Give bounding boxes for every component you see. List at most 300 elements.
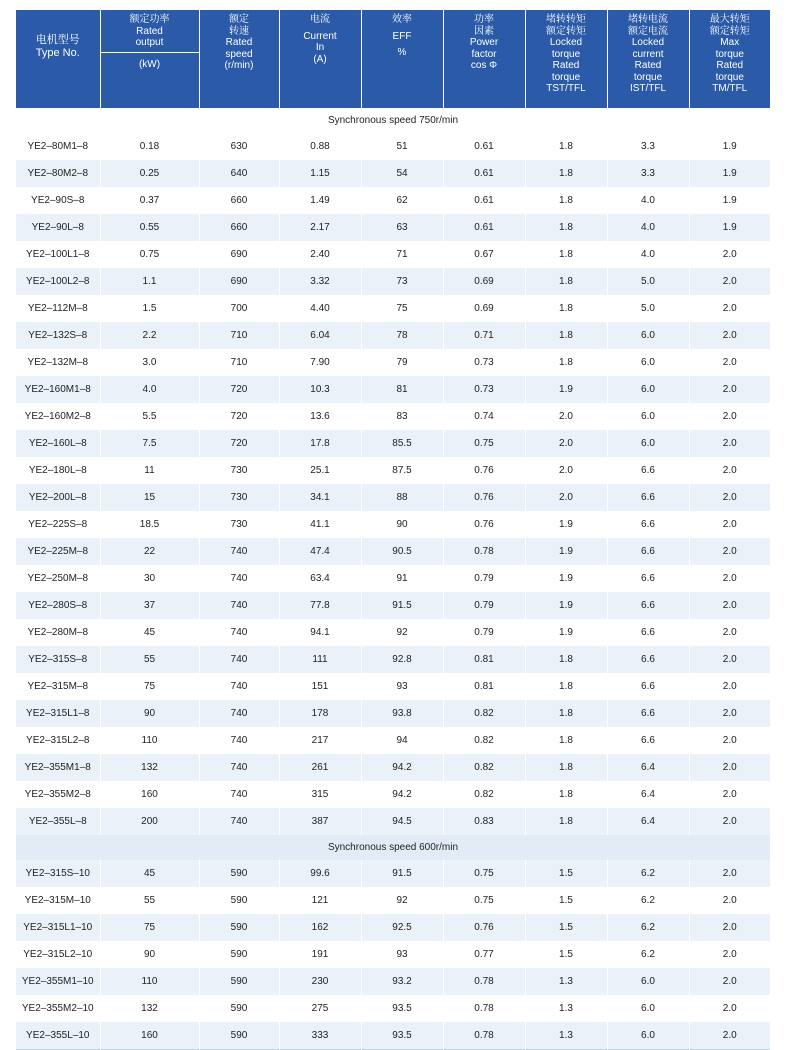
cell-power-factor: 0.61 [443,133,525,160]
cell-current: 2.40 [279,241,361,268]
cell-type-no: YE2–280S–8 [16,592,100,619]
cell-locked-torque: 1.9 [525,538,607,565]
table-row [16,754,770,781]
cell-type-no: YE2–160L–8 [16,430,100,457]
cell-efficiency: 92 [361,619,443,646]
cell-rated-speed: 740 [199,808,279,835]
cell-efficiency: 93.5 [361,995,443,1022]
cell-current: 387 [279,808,361,835]
cell-max-torque: 1.9 [689,133,770,160]
cell-locked-current: 5.0 [607,295,689,322]
cell-rated-speed: 590 [199,860,279,887]
cell-power-factor: 0.82 [443,727,525,754]
cell-efficiency: 94.2 [361,781,443,808]
cell-rated-speed: 740 [199,619,279,646]
cell-locked-torque: 1.8 [525,700,607,727]
cell-max-torque: 2.0 [689,860,770,887]
cell-current: 261 [279,754,361,781]
cell-efficiency: 91.5 [361,860,443,887]
cell-current: 0.88 [279,133,361,160]
cell-type-no: YE2–100L2–8 [16,268,100,295]
cell-locked-torque: 1.8 [525,268,607,295]
cell-efficiency: 63 [361,214,443,241]
cell-power-factor: 0.81 [443,646,525,673]
table-row [16,538,770,565]
cell-efficiency: 62 [361,187,443,214]
cell-current: 1.15 [279,160,361,187]
cell-power-factor: 0.73 [443,349,525,376]
cell-rated-speed: 590 [199,968,279,995]
cell-rated-speed: 740 [199,646,279,673]
cell-power-factor: 0.61 [443,214,525,241]
table-row [16,160,770,187]
cell-max-torque: 2.0 [689,808,770,835]
cell-locked-current: 6.0 [607,968,689,995]
cell-rated-output: 160 [100,781,199,808]
cell-locked-torque: 1.8 [525,781,607,808]
cell-current: 1.49 [279,187,361,214]
cell-rated-output: 4.0 [100,376,199,403]
cell-current: 17.8 [279,430,361,457]
cell-locked-current: 6.0 [607,430,689,457]
cell-rated-output: 11 [100,457,199,484]
cell-type-no: YE2–100L1–8 [16,241,100,268]
cell-locked-torque: 2.0 [525,430,607,457]
cell-current: 333 [279,1022,361,1050]
cell-current: 6.04 [279,322,361,349]
cell-type-no: YE2–315M–10 [16,887,100,914]
cell-type-no: YE2–315L1–10 [16,914,100,941]
cell-power-factor: 0.74 [443,403,525,430]
cell-locked-torque: 1.9 [525,511,607,538]
cell-current: 47.4 [279,538,361,565]
cell-locked-current: 6.6 [607,673,689,700]
cell-max-torque: 2.0 [689,968,770,995]
cell-rated-speed: 720 [199,430,279,457]
table-row [16,322,770,349]
cell-rated-speed: 730 [199,457,279,484]
cell-rated-speed: 590 [199,887,279,914]
cell-max-torque: 2.0 [689,995,770,1022]
cell-max-torque: 2.0 [689,1022,770,1050]
cell-max-torque: 2.0 [689,727,770,754]
cell-efficiency: 87.5 [361,457,443,484]
cell-locked-torque: 1.9 [525,592,607,619]
cell-rated-output: 37 [100,592,199,619]
cell-current: 151 [279,673,361,700]
cell-max-torque: 1.9 [689,187,770,214]
cell-type-no: YE2–200L–8 [16,484,100,511]
cell-rated-speed: 660 [199,214,279,241]
cell-rated-output: 132 [100,754,199,781]
cell-locked-torque: 1.8 [525,241,607,268]
cell-power-factor: 0.75 [443,887,525,914]
cell-locked-current: 6.6 [607,484,689,511]
table-row [16,995,770,1022]
cell-max-torque: 2.0 [689,592,770,619]
cell-rated-output: 55 [100,646,199,673]
cell-power-factor: 0.78 [443,968,525,995]
cell-locked-torque: 1.3 [525,1022,607,1050]
cell-type-no: YE2–355M2–10 [16,995,100,1022]
cell-power-factor: 0.83 [443,808,525,835]
cell-locked-torque: 1.8 [525,673,607,700]
cell-efficiency: 92.5 [361,914,443,941]
cell-current: 275 [279,995,361,1022]
header-locked-torque: 堵转转矩 额定转矩 Locked torque Rated torque TST/TFL [525,10,607,108]
cell-current: 111 [279,646,361,673]
cell-rated-output: 90 [100,941,199,968]
cell-efficiency: 91.5 [361,592,443,619]
header-type-no: 电机型号 Type No. [16,10,100,108]
cell-max-torque: 2.0 [689,268,770,295]
cell-locked-current: 6.6 [607,538,689,565]
cell-rated-speed: 700 [199,295,279,322]
cell-current: 25.1 [279,457,361,484]
cell-rated-speed: 690 [199,241,279,268]
cell-rated-output: 0.37 [100,187,199,214]
cell-type-no: YE2–315S–10 [16,860,100,887]
cell-max-torque: 2.0 [689,673,770,700]
cell-max-torque: 1.9 [689,214,770,241]
table-row [16,646,770,673]
cell-locked-current: 6.6 [607,457,689,484]
cell-current: 94.1 [279,619,361,646]
table-row [16,808,770,835]
cell-current: 99.6 [279,860,361,887]
header-efficiency: 效率 EFF % [361,10,443,108]
cell-locked-current: 6.6 [607,619,689,646]
cell-efficiency: 94.2 [361,754,443,781]
cell-rated-output: 45 [100,860,199,887]
cell-rated-speed: 590 [199,941,279,968]
cell-power-factor: 0.82 [443,754,525,781]
cell-type-no: YE2–90S–8 [16,187,100,214]
cell-max-torque: 2.0 [689,430,770,457]
cell-power-factor: 0.75 [443,430,525,457]
cell-efficiency: 91 [361,565,443,592]
cell-locked-current: 6.0 [607,376,689,403]
cell-efficiency: 78 [361,322,443,349]
table-row [16,241,770,268]
cell-locked-current: 6.6 [607,511,689,538]
cell-max-torque: 2.0 [689,646,770,673]
cell-locked-torque: 1.8 [525,754,607,781]
cell-rated-speed: 720 [199,403,279,430]
cell-current: 41.1 [279,511,361,538]
cell-rated-speed: 720 [199,376,279,403]
cell-max-torque: 2.0 [689,349,770,376]
cell-type-no: YE2–355M1–10 [16,968,100,995]
cell-max-torque: 2.0 [689,941,770,968]
section-title: Synchronous speed 750r/min [16,108,770,133]
cell-type-no: YE2–355M1–8 [16,754,100,781]
cell-rated-output: 22 [100,538,199,565]
cell-efficiency: 75 [361,295,443,322]
cell-efficiency: 71 [361,241,443,268]
cell-power-factor: 0.73 [443,376,525,403]
cell-current: 191 [279,941,361,968]
cell-locked-current: 5.0 [607,268,689,295]
cell-power-factor: 0.76 [443,511,525,538]
cell-efficiency: 81 [361,376,443,403]
motor-spec-table [16,10,770,1050]
table-row [16,941,770,968]
cell-current: 13.6 [279,403,361,430]
cell-rated-speed: 690 [199,268,279,295]
cell-type-no: YE2–315L1–8 [16,700,100,727]
cell-rated-speed: 710 [199,322,279,349]
header-rated-output: 额定功率 Rated output (kW) [100,10,199,108]
cell-power-factor: 0.77 [443,941,525,968]
cell-max-torque: 1.9 [689,160,770,187]
cell-locked-current: 6.0 [607,1022,689,1050]
cell-max-torque: 2.0 [689,781,770,808]
cell-locked-current: 6.6 [607,700,689,727]
cell-efficiency: 93.2 [361,968,443,995]
cell-max-torque: 2.0 [689,295,770,322]
cell-rated-output: 30 [100,565,199,592]
cell-locked-torque: 1.9 [525,376,607,403]
cell-locked-current: 4.0 [607,214,689,241]
cell-power-factor: 0.61 [443,187,525,214]
table-row [16,268,770,295]
cell-rated-output: 3.0 [100,349,199,376]
header-rated-speed: 额定 转速 Rated speed (r/min) [199,10,279,108]
cell-rated-speed: 630 [199,133,279,160]
cell-locked-torque: 2.0 [525,403,607,430]
cell-locked-torque: 1.5 [525,914,607,941]
cell-locked-current: 6.2 [607,887,689,914]
cell-locked-current: 4.0 [607,187,689,214]
cell-rated-output: 90 [100,700,199,727]
cell-current: 4.40 [279,295,361,322]
cell-rated-output: 110 [100,727,199,754]
cell-type-no: YE2–80M2–8 [16,160,100,187]
cell-rated-speed: 740 [199,565,279,592]
cell-type-no: YE2–180L–8 [16,457,100,484]
table-row [16,700,770,727]
cell-locked-current: 6.0 [607,995,689,1022]
cell-locked-torque: 1.8 [525,187,607,214]
cell-max-torque: 2.0 [689,619,770,646]
table-row [16,133,770,160]
table-row [16,349,770,376]
cell-locked-torque: 1.8 [525,727,607,754]
table-row [16,403,770,430]
cell-type-no: YE2–315L2–10 [16,941,100,968]
cell-max-torque: 2.0 [689,538,770,565]
cell-rated-speed: 740 [199,727,279,754]
cell-locked-current: 6.6 [607,565,689,592]
cell-locked-torque: 1.8 [525,322,607,349]
header-current: 电流 Current In (A) [279,10,361,108]
cell-current: 34.1 [279,484,361,511]
table-row [16,619,770,646]
cell-type-no: YE2–355L–10 [16,1022,100,1050]
cell-power-factor: 0.78 [443,538,525,565]
cell-efficiency: 93 [361,941,443,968]
cell-max-torque: 2.0 [689,376,770,403]
cell-type-no: YE2–160M2–8 [16,403,100,430]
cell-locked-torque: 1.5 [525,941,607,968]
cell-locked-current: 6.4 [607,781,689,808]
cell-locked-torque: 1.8 [525,349,607,376]
section-header-row [16,108,770,133]
header-max-torque: 最大转矩 额定转矩 Max torque Rated torque TM/TFL [689,10,770,108]
cell-max-torque: 2.0 [689,754,770,781]
cell-locked-current: 6.4 [607,808,689,835]
cell-current: 3.32 [279,268,361,295]
cell-power-factor: 0.75 [443,860,525,887]
cell-locked-current: 3.3 [607,160,689,187]
table-row [16,781,770,808]
cell-power-factor: 0.71 [443,322,525,349]
cell-rated-speed: 740 [199,673,279,700]
cell-power-factor: 0.82 [443,700,525,727]
cell-efficiency: 51 [361,133,443,160]
cell-power-factor: 0.76 [443,457,525,484]
cell-current: 121 [279,887,361,914]
cell-efficiency: 90.5 [361,538,443,565]
cell-rated-output: 75 [100,673,199,700]
cell-current: 77.8 [279,592,361,619]
cell-locked-current: 6.0 [607,349,689,376]
cell-power-factor: 0.82 [443,781,525,808]
cell-rated-output: 0.75 [100,241,199,268]
cell-efficiency: 94 [361,727,443,754]
cell-locked-current: 6.2 [607,860,689,887]
cell-power-factor: 0.79 [443,619,525,646]
table-row [16,376,770,403]
cell-efficiency: 73 [361,268,443,295]
cell-current: 315 [279,781,361,808]
cell-max-torque: 2.0 [689,511,770,538]
cell-max-torque: 2.0 [689,484,770,511]
cell-max-torque: 2.0 [689,457,770,484]
cell-efficiency: 92.8 [361,646,443,673]
cell-type-no: YE2–132M–8 [16,349,100,376]
cell-power-factor: 0.79 [443,565,525,592]
table-row [16,187,770,214]
cell-type-no: YE2–112M–8 [16,295,100,322]
cell-rated-output: 0.25 [100,160,199,187]
cell-efficiency: 92 [361,887,443,914]
cell-rated-output: 5.5 [100,403,199,430]
cell-rated-output: 1.1 [100,268,199,295]
cell-max-torque: 2.0 [689,322,770,349]
cell-rated-speed: 660 [199,187,279,214]
cell-locked-current: 4.0 [607,241,689,268]
cell-rated-speed: 740 [199,592,279,619]
cell-locked-current: 6.2 [607,941,689,968]
cell-rated-output: 18.5 [100,511,199,538]
cell-rated-output: 160 [100,1022,199,1050]
cell-type-no: YE2–315S–8 [16,646,100,673]
cell-max-torque: 2.0 [689,241,770,268]
cell-rated-output: 15 [100,484,199,511]
cell-type-no: YE2–250M–8 [16,565,100,592]
table-row [16,457,770,484]
cell-power-factor: 0.61 [443,160,525,187]
cell-locked-current: 6.6 [607,592,689,619]
cell-locked-torque: 1.8 [525,808,607,835]
cell-rated-speed: 640 [199,160,279,187]
cell-power-factor: 0.76 [443,484,525,511]
cell-rated-output: 55 [100,887,199,914]
section-header-row [16,835,770,860]
cell-rated-output: 7.5 [100,430,199,457]
cell-rated-speed: 740 [199,538,279,565]
cell-type-no: YE2–132S–8 [16,322,100,349]
table-row [16,295,770,322]
cell-type-no: YE2–225M–8 [16,538,100,565]
cell-rated-speed: 590 [199,995,279,1022]
cell-efficiency: 93 [361,673,443,700]
cell-type-no: YE2–160M1–8 [16,376,100,403]
table-row [16,214,770,241]
cell-locked-torque: 1.5 [525,860,607,887]
cell-rated-output: 110 [100,968,199,995]
cell-locked-current: 6.4 [607,754,689,781]
cell-type-no: YE2–280M–8 [16,619,100,646]
cell-current: 63.4 [279,565,361,592]
cell-efficiency: 79 [361,349,443,376]
cell-locked-torque: 1.3 [525,968,607,995]
cell-type-no: YE2–90L–8 [16,214,100,241]
cell-efficiency: 88 [361,484,443,511]
cell-locked-torque: 2.0 [525,457,607,484]
cell-type-no: YE2–315L2–8 [16,727,100,754]
cell-type-no: YE2–80M1–8 [16,133,100,160]
cell-efficiency: 54 [361,160,443,187]
cell-locked-current: 6.6 [607,646,689,673]
cell-current: 10.3 [279,376,361,403]
cell-rated-output: 45 [100,619,199,646]
table-row [16,1022,770,1050]
table-row [16,511,770,538]
cell-max-torque: 2.0 [689,700,770,727]
table-row [16,430,770,457]
cell-current: 162 [279,914,361,941]
cell-rated-output: 0.18 [100,133,199,160]
table-row [16,887,770,914]
table-header [16,10,770,108]
table-row [16,914,770,941]
cell-power-factor: 0.78 [443,995,525,1022]
header-power-factor: 功率 因素 Power factor cos Φ [443,10,525,108]
cell-rated-output: 200 [100,808,199,835]
table-row [16,484,770,511]
header-locked-current: 堵转电流 额定电流 Locked current Rated torque IST/TFL [607,10,689,108]
cell-rated-speed: 590 [199,1022,279,1050]
cell-locked-current: 6.2 [607,914,689,941]
cell-efficiency: 90 [361,511,443,538]
table-row [16,968,770,995]
cell-locked-torque: 1.9 [525,619,607,646]
cell-max-torque: 2.0 [689,887,770,914]
cell-locked-current: 6.6 [607,727,689,754]
cell-locked-torque: 1.8 [525,133,607,160]
cell-type-no: YE2–355L–8 [16,808,100,835]
cell-rated-speed: 740 [199,781,279,808]
table-row [16,565,770,592]
cell-rated-speed: 730 [199,484,279,511]
table-body [16,108,770,1050]
cell-efficiency: 93.5 [361,1022,443,1050]
cell-efficiency: 85.5 [361,430,443,457]
cell-locked-torque: 1.9 [525,565,607,592]
